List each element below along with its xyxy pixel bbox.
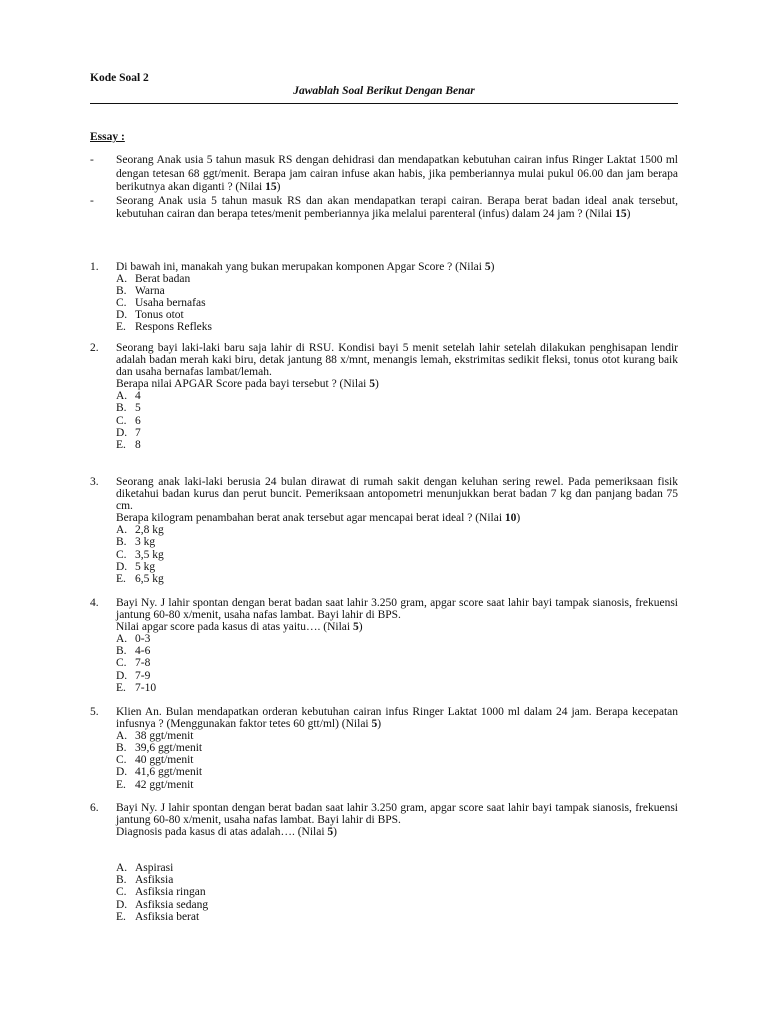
question-prompt: Diagnosis pada kasus di atas adalah…. (Nilai 5) <box>116 826 338 839</box>
option-list <box>116 633 678 693</box>
question-text: Seorang anak laki-laki berusia 24 bulan dirawat di rumah sakit dengan keluhan sering rewel. Pada pemeriksaan fisik diketahui badan kurus dan perut buncit. Pemeriksaan antopometri menunjukkan berat badan 7 kg dan panjang badan 75 cm. <box>116 476 678 513</box>
question-prompt: Berapa nilai APGAR Score pada bayi tersebut ? (Nilai 5) <box>116 378 379 391</box>
essay-text: Seorang Anak usia 5 tahun masuk RS dengan dehidrasi dan mendapatkan kebutuhan cairan infus Ringer Laktat 1500 ml dengan tetesan 68 ggt/menit. Berapa jam cairan infuse akan habis, jika pemberiannya mulai pukul 06.00 dan jam berapa berikutnya akan diganti ? (Nilai 15) <box>116 154 678 193</box>
question-points: 5 <box>327 826 334 839</box>
option-item: B. 39,6 ggt/menit <box>116 742 203 755</box>
option-item: A. 0-3 <box>116 633 151 646</box>
essay-bullet: - <box>90 194 94 207</box>
option-item: C. 3,5 kg <box>116 548 164 561</box>
option-item: E. Respons Refleks <box>116 321 212 334</box>
header-divider <box>90 103 678 104</box>
essay-heading: Essay : <box>90 131 125 143</box>
option-item: A. 2,8 kg <box>116 524 164 537</box>
question-points: 5 <box>371 718 378 731</box>
option-item: D. 7-9 <box>116 669 151 682</box>
question-number: 1. <box>90 261 99 273</box>
question-1 <box>90 261 678 334</box>
option-item: D. 7 <box>116 426 141 439</box>
option-item: E. 7-10 <box>116 681 157 694</box>
option-list <box>116 390 678 450</box>
option-item: A. Berat badan <box>116 273 191 286</box>
option-item: C. 40 ggt/menit <box>116 754 194 767</box>
question-text: Klien An. Bulan mendapatkan orderan kebutuhan cairan infus Ringer Laktat 1000 ml dalam 24 jam. Berapa kecepatan infusnya ? (Menggunakan faktor tetes 60 gtt/ml) (Nilai 5) <box>116 706 678 731</box>
question-text: Bayi Ny. J lahir spontan dengan berat badan saat lahir 3.250 gram, apgar score saat lahir bayi tampak sianosis, frekuensi jantung 60-80 x/menit, usaha nafas lambat. Bayi lahir di BPS. <box>116 597 678 622</box>
question-points: 5 <box>369 378 375 391</box>
option-item: B. 3 kg <box>116 536 156 549</box>
question-2 <box>90 342 678 451</box>
essay-points: 15 <box>265 181 277 193</box>
option-item: B. Warna <box>116 285 165 298</box>
option-item: C. 7-8 <box>116 657 151 670</box>
option-item: C. 6 <box>116 414 141 427</box>
option-item: A. Aspirasi <box>116 862 174 875</box>
essay-item <box>90 154 678 195</box>
question-number: 2. <box>90 342 99 354</box>
option-item: B. 5 <box>116 402 141 415</box>
essay-text: Seorang Anak usia 5 tahun masuk RS dan akan mendapatkan terapi cairan. Berapa berat badan ideal anak tersebut, kebutuhan cairan dan berapa tetes/menit pemberiannya jika melalui parenteral (infus) dalam 24 jam ? (Nilai 15) <box>116 194 678 220</box>
option-list <box>116 862 678 922</box>
option-item: E. 6,5 kg <box>116 572 164 585</box>
essay-bullet: - <box>90 154 94 166</box>
question-6 <box>90 802 678 923</box>
question-3 <box>90 476 678 585</box>
question-points: 5 <box>352 621 359 634</box>
question-points: 5 <box>484 261 491 273</box>
option-list <box>116 273 678 333</box>
option-item: D. 5 kg <box>116 560 156 573</box>
option-item: D. Asfiksia sedang <box>116 898 209 911</box>
question-number: 5. <box>90 706 99 718</box>
question-prompt: Nilai apgar score pada kasus di atas yaitu…. (Nilai 5) <box>116 621 363 634</box>
question-number: 4. <box>90 597 99 609</box>
essay-item <box>90 195 678 222</box>
question-text: Di bawah ini, manakah yang bukan merupakan komponen Apgar Score ? (Nilai 5) <box>116 261 495 273</box>
option-item: A. 38 ggt/menit <box>116 730 194 743</box>
question-prompt: Berapa kilogram penambahan berat anak tersebut agar mencapai berat ideal ? (Nilai 10) <box>116 512 521 525</box>
question-4 <box>90 597 678 694</box>
option-list <box>116 730 678 790</box>
page-title: Jawablah Soal Berikut Dengan Benar <box>293 85 475 97</box>
question-text: Bayi Ny. J lahir spontan dengan berat badan saat lahir 3.250 gram, apgar score saat lahir bayi tampak sianosis, frekuensi jantung 60-80 x/menit, usaha nafas lambat. Bayi lahir di BPS. <box>116 802 678 827</box>
option-item: E. 42 ggt/menit <box>116 778 194 791</box>
option-item: C. Usaha bernafas <box>116 297 206 310</box>
question-5 <box>90 706 678 791</box>
exam-code: Kode Soal 2 <box>90 72 149 84</box>
option-item: B. 4-6 <box>116 645 151 658</box>
option-item: B. Asfiksia <box>116 874 174 887</box>
option-item: D. Tonus otot <box>116 309 184 322</box>
question-points: 10 <box>504 512 517 525</box>
option-item: E. Asfiksia berat <box>116 910 200 923</box>
option-item: C. Asfiksia ringan <box>116 886 206 899</box>
option-item: E. 8 <box>116 438 141 451</box>
essay-points: 15 <box>615 208 627 220</box>
option-item: A. 4 <box>116 390 141 403</box>
question-number: 6. <box>90 802 99 814</box>
question-text: Seorang bayi laki-laki baru saja lahir di RSU. Kondisi bayi 5 menit setelah lahir setelah dilakukan penghisapan lendir adalah badan merah kaki biru, detak jantung 88 x/mnt, menangis lemah, ekstrimitas sedikit fleksi, tonus otot kurang baik dan usaha bernafas lambat/lemah. <box>116 342 678 379</box>
option-list <box>116 524 678 584</box>
question-number: 3. <box>90 476 99 488</box>
option-item: D. 41,6 ggt/menit <box>116 766 203 779</box>
essay-list <box>90 154 678 222</box>
